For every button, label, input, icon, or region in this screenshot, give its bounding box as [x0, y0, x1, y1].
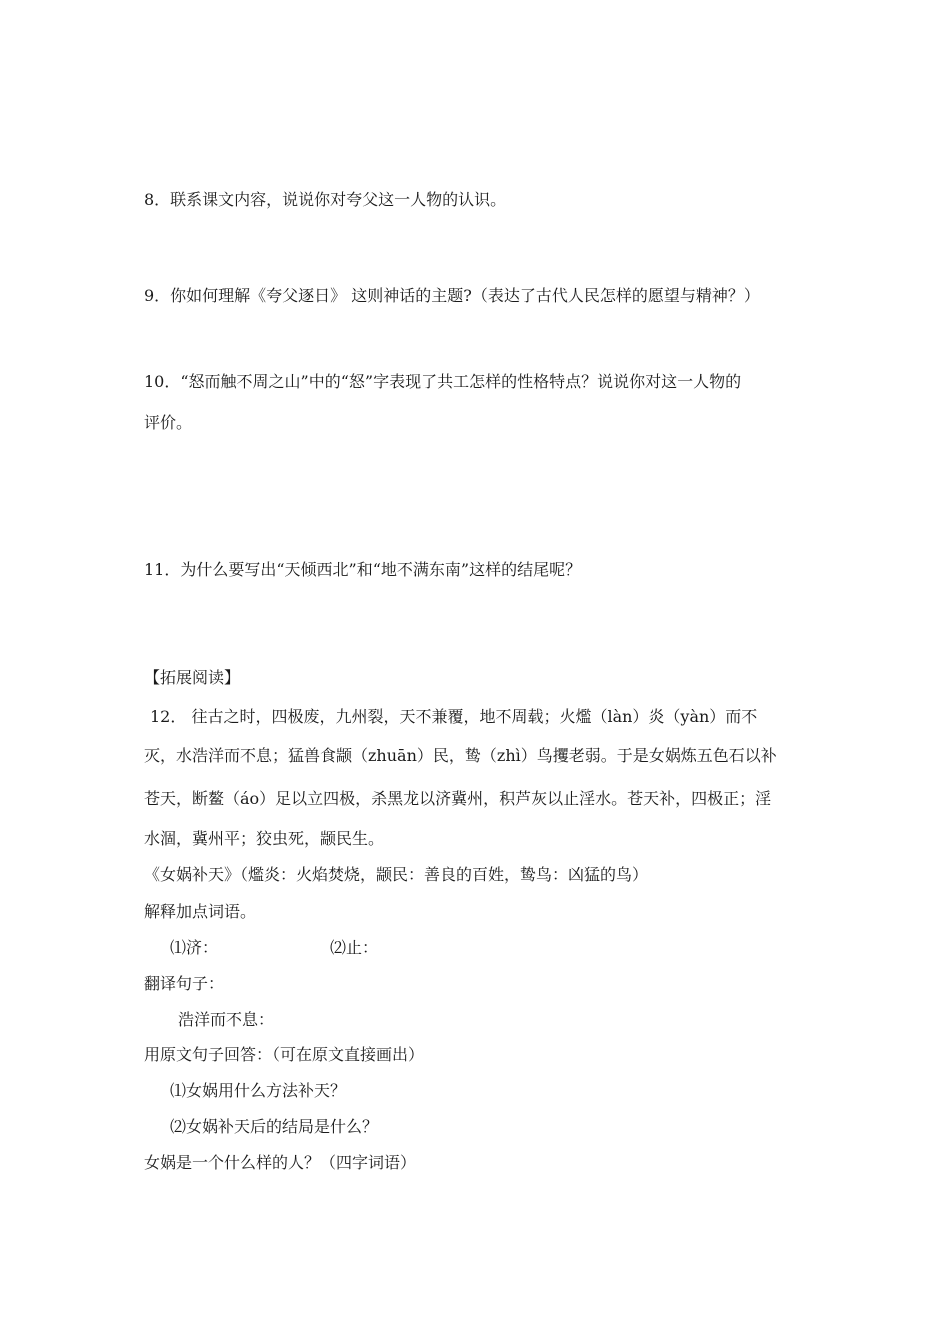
task-answer-from-text: 用原文句子回答：（可在原文直接画出） — [144, 1045, 425, 1064]
extended-reading-heading: 【拓展阅读】 — [144, 668, 241, 687]
task-answer-item-b: ⑵女娲补天后的结局是什么？ — [170, 1117, 379, 1136]
question-8: 8．联系课文内容，说说你对夸父这一人物的认识。 — [144, 190, 507, 209]
task-translate: 翻译句子： — [144, 974, 225, 993]
passage-line-1: 12． 往古之时，四极废，九州裂，天不兼覆，地不周载；火爁（làn）炎（yàn）而不 — [150, 707, 758, 726]
task-explain-words: 解释加点词语。 — [144, 902, 257, 921]
question-11: 11．为什么要写出“天倾西北”和“地不满东南”这样的结尾呢？ — [144, 560, 582, 579]
passage-line-4: 水涸，冀州平；狡虫死，颛民生。 — [144, 829, 385, 848]
task-translate-sentence: 浩洋而不息： — [178, 1010, 275, 1029]
question-10-line-2: 评价。 — [144, 413, 193, 432]
task-explain-item-b: ⑵止： — [330, 938, 379, 957]
task-answer-item-a: ⑴女娲用什么方法补天？ — [170, 1081, 347, 1100]
task-explain-item-a: ⑴济： — [170, 938, 219, 957]
task-character: 女娲是一个什么样的人？（四字词语） — [144, 1153, 417, 1172]
question-9: 9．你如何理解《夸父逐日》 这则神话的主题?（表达了古代人民怎样的愿望与精神？） — [144, 286, 760, 305]
source-note: 《女娲补天》（爁炎：火焰焚烧，颛民：善良的百姓，鸷鸟：凶猛的鸟） — [144, 865, 649, 884]
passage-line-3: 苍天，断鳌（áo）足以立四极，杀黑龙以济冀州，积芦灰以止淫水。苍天补，四极正；淫 — [144, 789, 772, 808]
question-10-line-1: 10．“怒而触不周之山”中的“怒”字表现了共工怎样的性格特点？说说你对这一人物的 — [144, 372, 742, 391]
passage-line-2: 灭，水浩洋而不息；猛兽食颛（zhuān）民，鸷（zhì）鸟攫老弱。于是女娲炼五色石以补 — [144, 746, 777, 765]
